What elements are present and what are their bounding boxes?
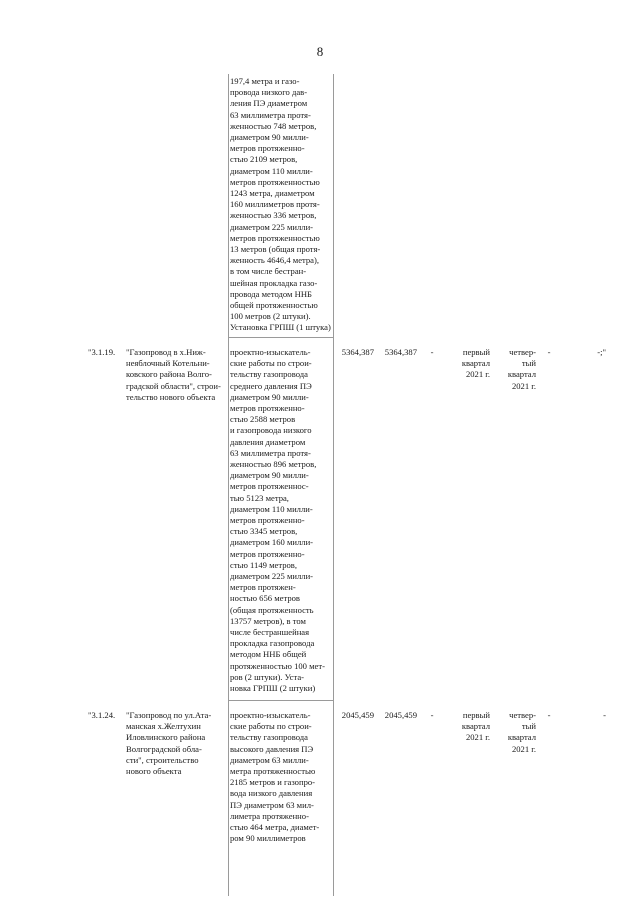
empty-value: - — [547, 710, 551, 720]
end-period: четвер- тый квартал 2021 г. — [507, 710, 536, 754]
object-name: "Газопровод по ул.Ата- манская х.Желтухин Иловлинского района Волгоградской обла- сти", строительство нового объекта — [126, 710, 212, 777]
object-name: "Газопровод в х.Ниж- неяблочный Котельни- ковского района Волго- градской области", строи- тельство нового объекта — [126, 347, 221, 402]
description-text: проектно-изыскатель- ские работы по строи- тельству газопровода высокого давления ПЭ диаметром 63 милли- метра протяженностью 2185 метров и газопро- вода низкого давления ПЭ диаметром 63 мил- лиметра протяженно- стью 464 метра, диамет- ром 90 миллиметров — [230, 710, 320, 844]
empty-value: - — [547, 347, 551, 357]
column-rule-left — [228, 74, 229, 896]
amount-total: 2045,459 — [341, 710, 374, 720]
start-period: первый квартал 2021 г. — [461, 347, 490, 380]
start-period: первый квартал 2021 г. — [461, 710, 490, 743]
empty-value: - — [430, 347, 434, 357]
row-end-mark: -;" — [597, 347, 606, 357]
row-divider — [228, 337, 334, 338]
description-text: проектно-изыскатель- ские работы по строи- тельству газопровода среднего давления ПЭ диаметром 90 милли- метров протяженно- стью 2588 метров и газопровода низкого давления диаметром 63 миллиметра протя- женностью 896 метров, диаметром 90 милли- метров протяженнос- тью 5123 метра, диаметром 110 милли- метров протяженно- стью 3345 метров, диаметром 160 милли- метров протяженно- стью 1149 метров, диаметром 225 милли- метров протяжен- ностью 656 метров (общая протяженность 13757 метров), в том числе бестраншейная прокладка газопровода методом ННБ общей протяженностью 100 мет- ров (2 штуки). Уста- новка ГРПШ (2 штуки) — [230, 347, 325, 694]
description-text: 197,4 метра и газо- провода низкого дав- ления ПЭ диаметром 63 миллиметра протя- женностью 748 метров, диаметром 90 милли- метров протяженно- стью 2109 метров, диаметром 110 милли- метров протяженностью 1243 метра, диаметром 160 миллиметров протя- женностью 336 метров, диаметром 225 милли- метров протяженностью 13 метров (общая протя- женность 4646,4 метра), в том числе бестран- шейная прокладка газо- провода методом ННБ общей протяженностью 100 метров (2 штуки). Установка ГРПШ (1 штука) — [230, 76, 331, 333]
amount-year: 2045,459 — [384, 710, 417, 720]
column-rule-right — [333, 74, 334, 896]
amount-year: 5364,387 — [384, 347, 417, 357]
amount-total: 5364,387 — [341, 347, 374, 357]
row-number: "3.1.24. — [88, 710, 116, 720]
row-end-mark: - — [603, 710, 606, 720]
row-divider — [228, 700, 334, 701]
end-period: четвер- тый квартал 2021 г. — [507, 347, 536, 391]
page-number: 8 — [316, 44, 324, 59]
row-number: "3.1.19. — [88, 347, 116, 357]
continued-description — [230, 76, 332, 334]
empty-value: - — [430, 710, 434, 720]
